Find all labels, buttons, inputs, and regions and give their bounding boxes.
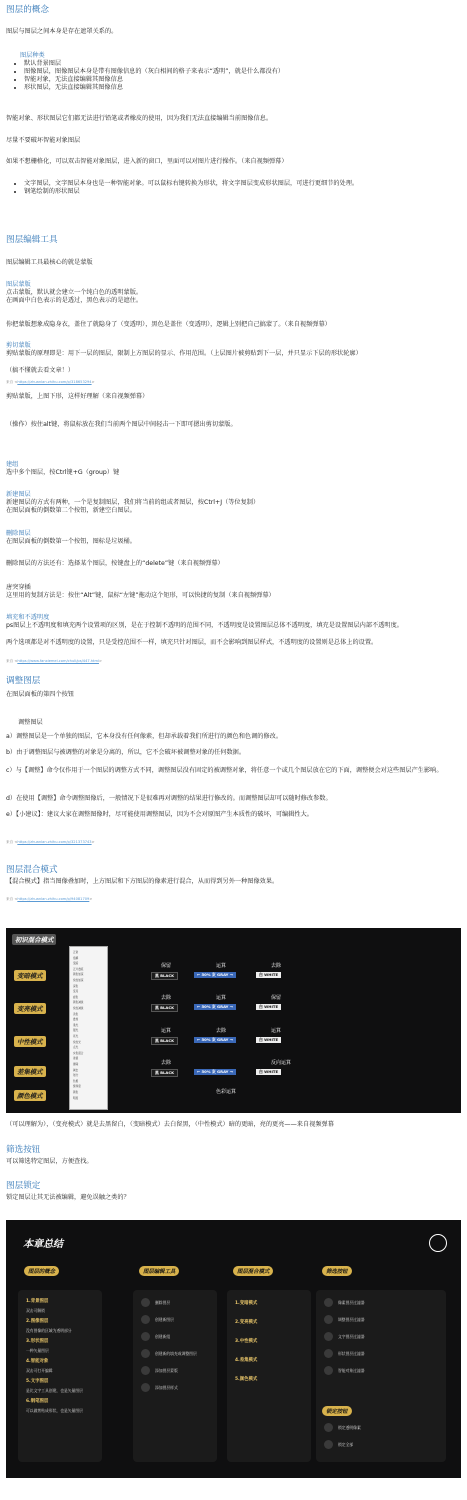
summary-item: 创建新图层: [155, 1317, 174, 1322]
mode-label: 中性模式: [14, 1036, 46, 1047]
subheading-clipping-mask: 剪切蒙版: [6, 342, 31, 349]
paragraph: 在图层面板的第四个按钮: [6, 691, 75, 698]
paragraph: （搞不懂就去看文章！）: [6, 367, 75, 374]
summary-item: 没有图像的区域为透明部分: [26, 1328, 72, 1333]
mode-label: 颜色模式: [14, 1090, 46, 1101]
paragraph: 图层与图层之间本身是存在遮罩关系的。: [6, 28, 118, 35]
blend-row-label: 去除: [216, 1028, 227, 1034]
paragraph: 删除图层的方法还有：选择某个图层，按键盘上的“delete”键（来自视频弹幕）: [6, 560, 224, 567]
tool-icon: [141, 1349, 150, 1358]
tool-icon: [141, 1298, 150, 1307]
tool-icon: [324, 1315, 333, 1324]
summary-item: 调整图层过滤器: [338, 1317, 365, 1322]
blend-row-label: 去除: [161, 995, 172, 1001]
dropdown-option: 变暗: [73, 962, 79, 966]
dropdown-option: 溶解: [73, 956, 79, 960]
source-suffix: >: [89, 897, 93, 901]
blend-chip-mid: ← 50% 灰 GRAY →: [194, 972, 236, 978]
blend-row-label: 运算: [271, 1028, 282, 1034]
subheading-delete-layer: 删除图层: [6, 530, 31, 537]
heading-layer-lock: 图层锁定: [6, 1181, 41, 1191]
dropdown-option: 排除: [73, 1063, 79, 1066]
subheading-group: 建组: [6, 461, 19, 468]
tool-icon: [141, 1383, 150, 1392]
blend-chip-mid: ← 50% 灰 GRAY →: [194, 1069, 236, 1075]
summary-card-header: 图层混合模式: [233, 1266, 273, 1276]
paragraph: 如果不想栅格化，可以双击智能对象图层，进入新的窗口，里面可以对图片进行操作。（来自视频弹幕）: [6, 158, 288, 165]
blend-chip-white: 白 WHITE: [256, 1069, 281, 1075]
blend-row-label: 反向运算: [271, 1060, 292, 1066]
mode-label: 变暗模式: [14, 970, 46, 981]
list-item: • 文字图层，文字图层本身也是一种智能对象。可以鼠标右键转换为形状，将文字图层变成形状图层，可进行更细节的处理。: [24, 180, 454, 188]
paragraph: 新建图层的方式有两种，一个是复制图层，我们将当前的组或者图层，按Ctrl+J（等位复制）: [6, 499, 260, 506]
tool-icon: [141, 1315, 150, 1324]
blend-mode-dropdown-panel: [69, 946, 108, 1110]
subheading-layer-mask: 图层蒙版: [6, 281, 31, 288]
blend-row-label: 保留: [161, 963, 172, 969]
paragraph: 在图层面板的倒数第二个按钮，新建空白图层。: [6, 507, 136, 514]
list-item: d）在使用【调整】命令调整图像后，一般情况下是很难再对调整的结果进行修改的。而调整图层却可以随时修改参数。: [6, 795, 332, 802]
dropdown-option: 差值: [73, 1057, 79, 1061]
logo-icon: [429, 1234, 447, 1252]
summary-item: 一种矢量图层: [26, 1348, 49, 1353]
summary-item: 5.颜色模式: [235, 1377, 258, 1382]
dropdown-option: 叠加: [73, 1018, 79, 1022]
dropdown-option: 实色混合: [73, 1051, 84, 1055]
lock-icon: [324, 1440, 333, 1449]
chapter-summary-image: [6, 1220, 461, 1478]
summary-item: 3.形状图层: [26, 1339, 49, 1344]
paragraph: 点击蒙版，默认就会建立一个纯白色的透明蒙版。: [6, 289, 143, 296]
dropdown-option: 正常: [73, 951, 79, 954]
summary-item: 可以做剪贴成形状，也是矢量图层: [26, 1408, 83, 1413]
lock-item: 锁定全部: [338, 1442, 354, 1447]
dropdown-option: 色相: [73, 1079, 79, 1083]
dropdown-option: 线性加深: [73, 979, 84, 982]
paragraph: 你把蒙版想象成隐身衣，盖住了就隐身了（变透明），黑色是盖住（变透明），逻辑上别把自己搞蒙了。（来自视频弹幕）: [6, 321, 331, 328]
dropdown-option: 点光: [73, 1046, 79, 1050]
subheading-fill-opacity: 填充和不透明度: [6, 614, 50, 621]
dropdown-option: 颜色加深: [73, 973, 84, 977]
summary-item: 3.中性模式: [235, 1339, 258, 1344]
source-link[interactable]: https://zhuanlan.zhihu.com/p/94081709: [17, 897, 90, 901]
summary-item: 形状图层过滤器: [338, 1351, 365, 1356]
paragraph: 两个选项都是对不透明度的设置，只是受控范围不一样，填充只针对图层，而不会影响到图层样式，不透明度的设置则是总体上的设置。: [6, 639, 378, 646]
tool-icon: [324, 1332, 333, 1341]
tool-icon: [324, 1366, 333, 1375]
list-item: • 图像图层，图像图层本身是带有图像信息的（灰白相间的格子来表示“透明”，就是什么都没有）: [24, 68, 467, 76]
subheading-layer-types: 图层种类: [20, 52, 45, 59]
blend-image-header: 初识混合模式: [12, 934, 56, 945]
paragraph: 剪贴蒙版的原理即是：用下一层的图层，限制上方图层的显示、作用范围。（上层图片被剪贴到下一层，并只显示下层的形状轮廓）: [6, 350, 362, 357]
dropdown-option: 滤色: [73, 995, 79, 999]
heading-blend-mode: 图层混合模式: [6, 865, 58, 875]
paragraph: 选中多个图层，按Ctrl键+G（group）键: [6, 469, 120, 476]
paragraph: （操作）按住alt键，将鼠标放在我们当前两个图层中间轻击一下即可摁出剪切蒙版。: [6, 421, 237, 428]
dropdown-option: 亮光: [73, 1035, 79, 1038]
dropdown-option: 浅色: [73, 1012, 79, 1016]
source-suffix: >: [98, 659, 102, 663]
summary-card: [18, 1290, 102, 1462]
blend-row-label: 去除: [271, 963, 282, 969]
blend-row-label: 保留: [271, 995, 282, 1001]
source-line: [6, 378, 95, 386]
source-prefix: 来自 <: [6, 840, 18, 844]
list-item: e）【小建议】：建议大家在调整图像时，尽可能使用调整图层，因为不会对原图产生本质性的破坏，可编辑性大。: [6, 811, 313, 818]
summary-item: 4.智能对象: [26, 1359, 49, 1364]
heading-adjustment-layer: 调整图层: [6, 676, 41, 686]
dropdown-option: 变亮: [73, 990, 79, 994]
dropdown-option: 颜色: [73, 1091, 79, 1094]
summary-item: 添加图层蒙版: [155, 1368, 178, 1373]
source-link[interactable]: https://www.fanxiemei.com/chuli/ps/447.html: [17, 659, 99, 663]
dropdown-option: 明度: [73, 1096, 79, 1100]
list-item: • 默认背景图层: [24, 60, 467, 68]
lock-icon: [324, 1423, 333, 1432]
source-prefix: 来自 <: [6, 897, 18, 901]
summary-card-header: 图层的概念: [24, 1266, 59, 1276]
list-item: • 钢笔绘制的形状图层: [24, 188, 467, 196]
source-suffix: >: [91, 380, 95, 384]
dropdown-option: 饱和度: [73, 1085, 81, 1089]
blend-row-label: 运算: [161, 1028, 172, 1034]
summary-item: 文字图层过滤器: [338, 1334, 365, 1339]
blend-chip-black: 黑 BLACK: [151, 1069, 178, 1077]
source-line: [6, 838, 95, 846]
source-suffix: >: [91, 840, 95, 844]
heading-layer-concept: 图层的概念: [6, 5, 49, 15]
paragraph: 在图层面板的倒数第一个按钮，图标是垃圾桶。: [6, 538, 136, 545]
blend-chip-white: 白 WHITE: [256, 972, 281, 978]
blend-chip-black: 黑 BLACK: [151, 1037, 178, 1045]
summary-item: 智能对象过滤器: [338, 1368, 365, 1373]
summary-item: 2.变亮模式: [235, 1320, 258, 1325]
paragraph: 图层编辑工具最核心的就是蒙版: [6, 259, 93, 266]
summary-item: 像素图层过滤器: [338, 1300, 365, 1305]
paragraph: 可以筛选特定图层，方便查找。: [6, 1158, 93, 1165]
lock-header: 锁定按钮: [322, 1406, 352, 1416]
summary-item: 添加图层样式: [155, 1385, 178, 1390]
blend-row-label: 色彩运算: [216, 1089, 237, 1095]
summary-item: 创建新组: [155, 1334, 171, 1339]
blend-row-label: 运算: [216, 963, 227, 969]
lock-item: 锁定透明像素: [338, 1425, 361, 1430]
source-prefix: 来自 <: [6, 380, 18, 384]
paragraph: 这里用的复制方法是：按住“Alt”键，鼠标“左键”拖动这个矩形，可以快捷的复制（来自视频弹幕）: [6, 592, 275, 599]
dropdown-option: 减去: [73, 1068, 79, 1072]
layer-types-list: [10, 60, 467, 92]
summary-item: 创建新的填充或调整图层: [155, 1351, 197, 1356]
dropdown-option: 强光: [73, 1029, 79, 1033]
blend-chip-black: 黑 BLACK: [151, 1004, 178, 1012]
summary-item: 2.图像图层: [26, 1319, 49, 1324]
blend-mode-image: [6, 928, 461, 1113]
paragraph: ps图层上不透明度和填充两个设置项的区别，是在于控制不透明的范围不同，不透明度是设置图层总体不透明度，填充是设置图层内部不透明度。: [6, 622, 403, 629]
blend-row-label: 去除: [161, 1060, 172, 1066]
summary-item: 6.钢笔图层: [26, 1399, 49, 1404]
blend-chip-black: 黑 BLACK: [151, 972, 178, 980]
summary-item: 1.背景图层: [26, 1299, 49, 1304]
subheading-adjustment: 调整图层: [18, 719, 43, 726]
dropdown-option: 线性减淡: [73, 1007, 84, 1010]
source-link[interactable]: https://zhuanlan.zhihu.com/p/321373743: [17, 840, 92, 844]
mode-label: 差集模式: [14, 1066, 46, 1077]
paragraph: 在画面中白色表示的是透过，黑色表示的是遮住。: [6, 297, 143, 304]
subheading-interlude: 唐突穿插: [6, 584, 31, 591]
summary-item: 是比文字工具创建，也是矢量图层: [26, 1388, 83, 1393]
dropdown-option: 划分: [73, 1074, 79, 1078]
tool-icon: [324, 1298, 333, 1307]
summary-item: 双击可打开编辑: [26, 1368, 53, 1373]
heading-filter-button: 筛选按钮: [6, 1145, 41, 1155]
tool-icon: [141, 1366, 150, 1375]
dropdown-option: 深色: [73, 984, 79, 988]
subheading-new-layer: 新建图层: [6, 491, 31, 498]
list-item: • 智能对象，无法直接编辑其图像信息: [24, 76, 467, 84]
source-line: [6, 657, 102, 665]
dropdown-option: 正片叠底: [73, 967, 84, 971]
summary-title: 本章总结: [23, 1239, 63, 1250]
list-item: c）与【调整】命令仅作用于一个图层的调整方式不同，调整图层没有固定的被调整对象，将任意一个或几个图层放在它的下面，调整便会对这些图层产生影响。: [6, 767, 443, 774]
source-link[interactable]: https://zhuanlan.zhihu.com/p/318653294: [17, 380, 92, 384]
dropdown-option: 柔光: [73, 1023, 79, 1027]
paragraph: 智能对象、形状图层它们都无法进行铅笔或者橡皮的使用，因为我们无法直接编辑当前图像信息。: [6, 115, 273, 122]
mode-label: 变亮模式: [14, 1003, 46, 1014]
summary-item: 双击可解锁: [26, 1308, 45, 1313]
summary-item: 1.变暗模式: [235, 1301, 258, 1306]
blend-chip-white: 白 WHITE: [256, 1037, 281, 1043]
source-line: [6, 895, 92, 903]
blend-row-label: 运算: [216, 995, 227, 1001]
blend-chip-mid: ← 50% 灰 GRAY →: [194, 1037, 236, 1043]
tool-icon: [324, 1349, 333, 1358]
dropdown-option: 线性光: [73, 1040, 81, 1044]
paragraph: 锁定图层让其无法被编辑，避免误触之类的？: [6, 1194, 130, 1201]
summary-item: 删除图层: [155, 1300, 171, 1305]
summary-item: 4.差集模式: [235, 1358, 258, 1363]
bullet-list: [10, 180, 467, 196]
list-item: a）调整图层是一个单独的图层，它本身没有任何像素，但却承载着我们所进行的颜色和色调的修改。: [6, 733, 283, 740]
heading-layer-edit-tools: 图层编辑工具: [6, 235, 58, 245]
source-prefix: 来自 <: [6, 659, 18, 663]
summary-card: [316, 1290, 446, 1462]
blend-chip-white: 白 WHITE: [256, 1004, 281, 1010]
paragraph: 剪贴蒙版，上图下形，这样好理解（来自视频弹幕）: [6, 393, 149, 400]
paragraph: （可以理解为），（变亮模式）就是去黑留白，（变暗模式）去白留黑，（中性模式）暗的更暗，亮的更亮——来自视频弹幕: [6, 1121, 334, 1128]
paragraph: 尽量不要破坏智能对象图层: [6, 137, 81, 144]
tool-icon: [141, 1332, 150, 1341]
paragraph: 【混合模式】指当图像叠加时，上方图层和下方图层的像素进行混合，从而得到另外一种图像效果。: [6, 878, 279, 885]
blend-chip-mid: ← 50% 灰 GRAY →: [194, 1004, 236, 1010]
summary-card-header: 图层编辑工具: [139, 1266, 179, 1276]
list-item: • 形状图层，无法直接编辑其图像信息: [24, 84, 467, 92]
dropdown-option: 颜色减淡: [73, 1001, 84, 1005]
summary-card-header: 筛选按钮: [322, 1266, 352, 1276]
list-item: b）由于调整图层与被调整的对象是分离的，所以，它不会破坏被调整对象的任何数据。: [6, 749, 246, 756]
summary-item: 5.文字图层: [26, 1379, 49, 1384]
